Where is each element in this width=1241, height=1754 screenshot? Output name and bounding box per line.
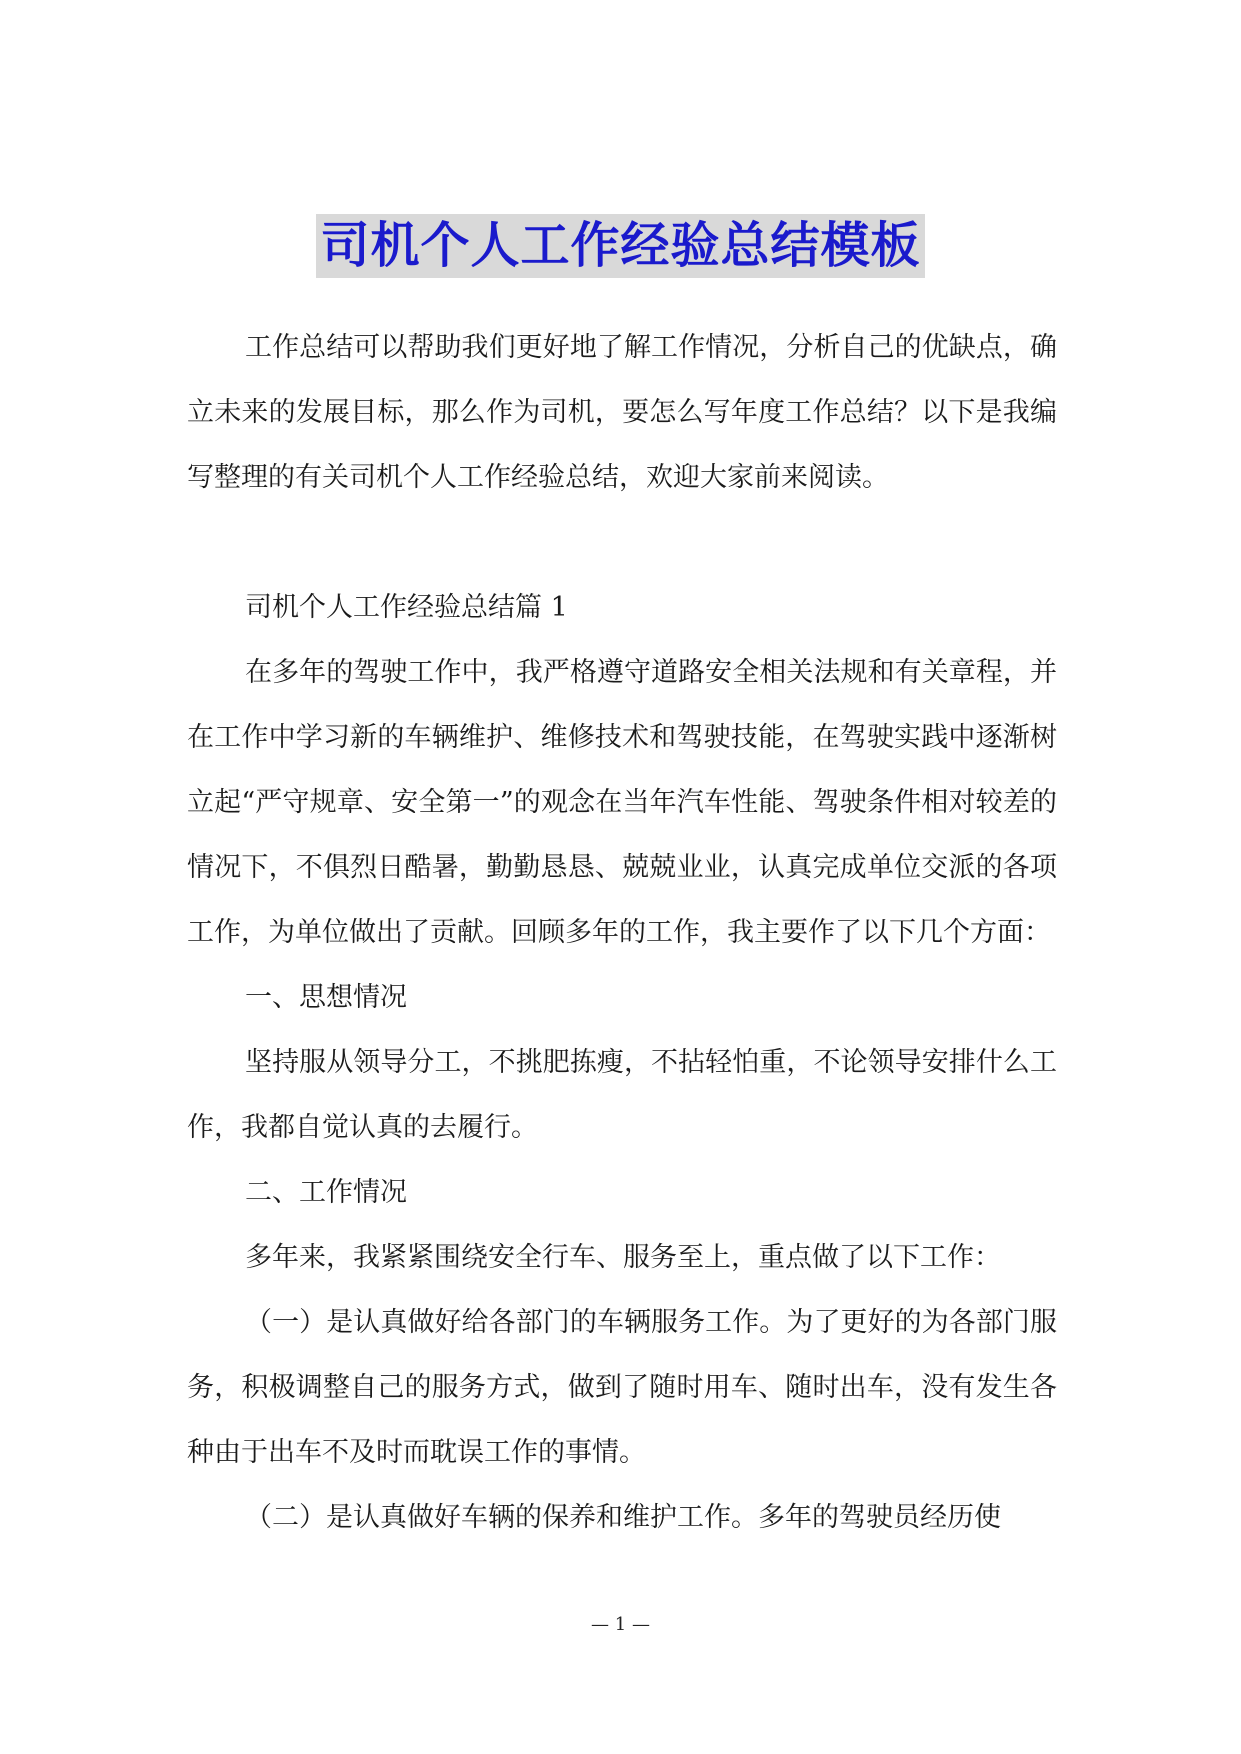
intro-paragraph: 工作总结可以帮助我们更好地了解工作情况，分析自己的优缺点，确立未来的发展目标，那么作为司机，要怎么写年度工作总结？以下是我编写整理的有关司机个人工作经验总结，欢迎大家前来阅读。 (187, 332, 1057, 493)
paragraph-item-1: （一）是认真做好给各部门的车辆服务工作。为了更好的为各部门服务，积极调整自己的服务方式，做到了随时用车、随时出车，没有发生各种由于出车不及时而耽误工作的事情。 (187, 1307, 1057, 1468)
section-heading: 司机个人工作经验总结篇 1 (245, 592, 568, 623)
document-body (187, 315, 1057, 1550)
paragraph-gap (187, 510, 1057, 575)
title-container (0, 214, 1241, 278)
paragraph-item-2: （二）是认真做好车辆的保养和维护工作。多年的驾驶员经历使 (245, 1502, 1001, 1533)
paragraph-ideology: 坚持服从领导分工，不挑肥拣瘦，不拈轻怕重，不论领导安排什么工作，我都自觉认真的去履行。 (187, 1047, 1057, 1143)
page-number: — 1 — (591, 1614, 650, 1635)
heading-work: 二、工作情况 (245, 1177, 407, 1208)
paragraph-driving-experience: 在多年的驾驶工作中，我严格遵守道路安全相关法规和有关章程，并在工作中学习新的车辆维护、维修技术和驾驶技能，在驾驶实践中逐渐树立起“严守规章、安全第一”的观念在当年汽车性能、驾驶条件相对较差的情况下，不俱烈日酷暑，勤勤恳恳、兢兢业业，认真完成单位交派的各项工作，为单位做出了贡献。回顾多年的工作，我主要作了以下几个方面： (187, 657, 1057, 948)
paragraph-work-summary: 多年来，我紧紧围绕安全行车、服务至上，重点做了以下工作： (245, 1242, 1001, 1273)
document-title: 司机个人工作经验总结模板 (316, 214, 924, 278)
heading-ideology: 一、思想情况 (245, 982, 407, 1013)
